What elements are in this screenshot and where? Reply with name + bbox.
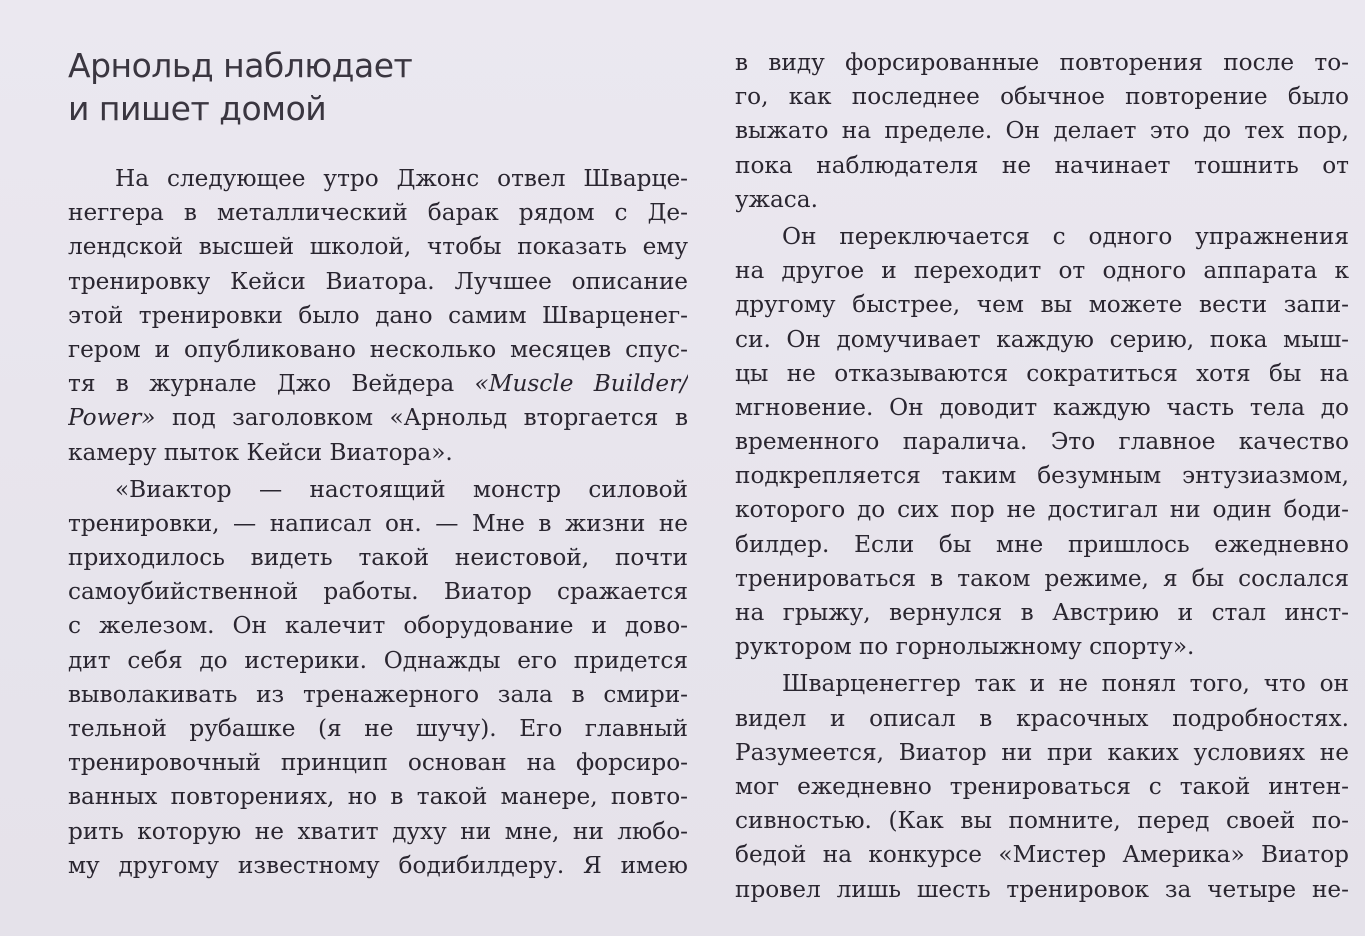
text-line: му другому известному бодибилдеру. Я имею <box>68 851 688 879</box>
text-fragment: под заголовком «Арнольд вторгается в <box>155 404 688 432</box>
text-line: тренировки, — написал он. — Мне в жизни не <box>68 509 688 537</box>
text-line: мог ежедневно тренироваться с такой интен- <box>735 772 1349 800</box>
text-line: самоубийственной работы. Виатор сражается <box>68 578 688 606</box>
magazine-title: «Muscle Builder/ <box>474 370 688 398</box>
text-line: Он переключается с одного упражнения <box>782 222 1349 250</box>
text-line: выжато на пределе. Он делает это до тех пор, <box>735 117 1349 145</box>
paragraph-continued <box>735 46 1349 217</box>
text-line: тельной рубашке (я не шучу). Его главный <box>68 715 688 742</box>
heading-line: и пишет домой <box>68 89 327 128</box>
text-line: видел и описал в красочных подробностях. <box>735 704 1349 732</box>
paragraph-1 <box>68 162 688 470</box>
text-line: которого до сих пор не достигал ни один боди- <box>735 496 1349 524</box>
text-line: с железом. Он калечит оборудование и дово- <box>68 612 688 640</box>
text-line: тренироваться в таком режиме, я бы сослался <box>735 564 1349 592</box>
text-line: на грыжу, вернулся в Австрию и стал инст- <box>735 599 1349 626</box>
magazine-title: Power» <box>68 404 156 432</box>
text-line: этой тренировки было дано самим Шварценег- <box>68 301 688 329</box>
paragraph-3 <box>735 220 1349 664</box>
heading-line: Арнольд наблюдает <box>68 46 413 85</box>
right-column <box>735 46 1349 907</box>
text-line: рить которую не хватит духу ни мне, ни любо- <box>68 817 688 845</box>
text-line: дит себя до истерики. Однажды его придется <box>68 646 688 674</box>
text-line: На следующее утро Джонс отвел Шварце- <box>115 165 688 192</box>
text-line: сивностью. (Как вы помните, перед своей по- <box>735 807 1349 835</box>
text-line: ванных повторениях, но в такой манере, повто- <box>68 783 688 811</box>
text-line: временного паралича. Это главное качество <box>735 428 1349 456</box>
text-line <box>68 401 688 435</box>
text-line: ужаса. <box>735 185 818 213</box>
text-line: мгновение. Он доводит каждую часть тела до <box>735 393 1349 421</box>
text-line: лендской высшей школой, чтобы показать ему <box>68 233 688 261</box>
paragraph-2 <box>68 473 688 883</box>
text-fragment: тя в журнале Джо Вейдера <box>68 370 475 398</box>
chapter-heading <box>68 44 668 130</box>
text-line: пока наблюдателя не начинает тошнить от <box>735 151 1349 179</box>
text-line: билдер. Если бы мне пришлось ежедневно <box>735 530 1349 558</box>
text-line: провел лишь шесть тренировок за четыре не- <box>735 875 1349 903</box>
text-line: неггера в металлический барак рядом с Де- <box>68 199 688 227</box>
text-line: приходилось видеть такой неистовой, почти <box>68 544 688 572</box>
left-column <box>68 162 688 883</box>
text-line: «Виактор — настоящий монстр силовой <box>115 475 688 503</box>
text-line: Шварценеггер так и не понял того, что он <box>782 670 1349 698</box>
text-line: камеру пыток Кейси Виатора». <box>68 438 453 466</box>
text-line: Разумеется, Виатор ни при каких условиях не <box>735 738 1349 766</box>
text-line: руктором по горнолыжному спорту». <box>735 633 1195 661</box>
text-line: цы не отказываются сократиться хотя бы на <box>735 359 1349 387</box>
text-line: гером и опубликовано несколько месяцев спус- <box>68 335 688 363</box>
text-line: на другое и переходит от одного аппарата к <box>735 257 1349 285</box>
text-line: тренировочный принцип основан на форсиро- <box>68 749 688 777</box>
text-line <box>68 367 688 401</box>
text-line: подкрепляется таким безумным энтузиазмом, <box>735 462 1349 490</box>
text-line: го, как последнее обычное повторение было <box>735 83 1349 111</box>
text-line: си. Он домучивает каждую серию, пока мыш- <box>735 325 1349 353</box>
text-line: в виду форсированные повторения после то- <box>735 49 1349 76</box>
paragraph-4 <box>735 667 1349 906</box>
text-line: другому быстрее, чем вы можете вести запи- <box>735 291 1349 319</box>
text-line: выволакивать из тренажерного зала в смири- <box>68 680 688 708</box>
text-line: тренировку Кейси Виатора. Лучшее описание <box>68 267 688 295</box>
text-line: бедой на конкурсе «Мистер Америка» Виатор <box>735 841 1349 869</box>
